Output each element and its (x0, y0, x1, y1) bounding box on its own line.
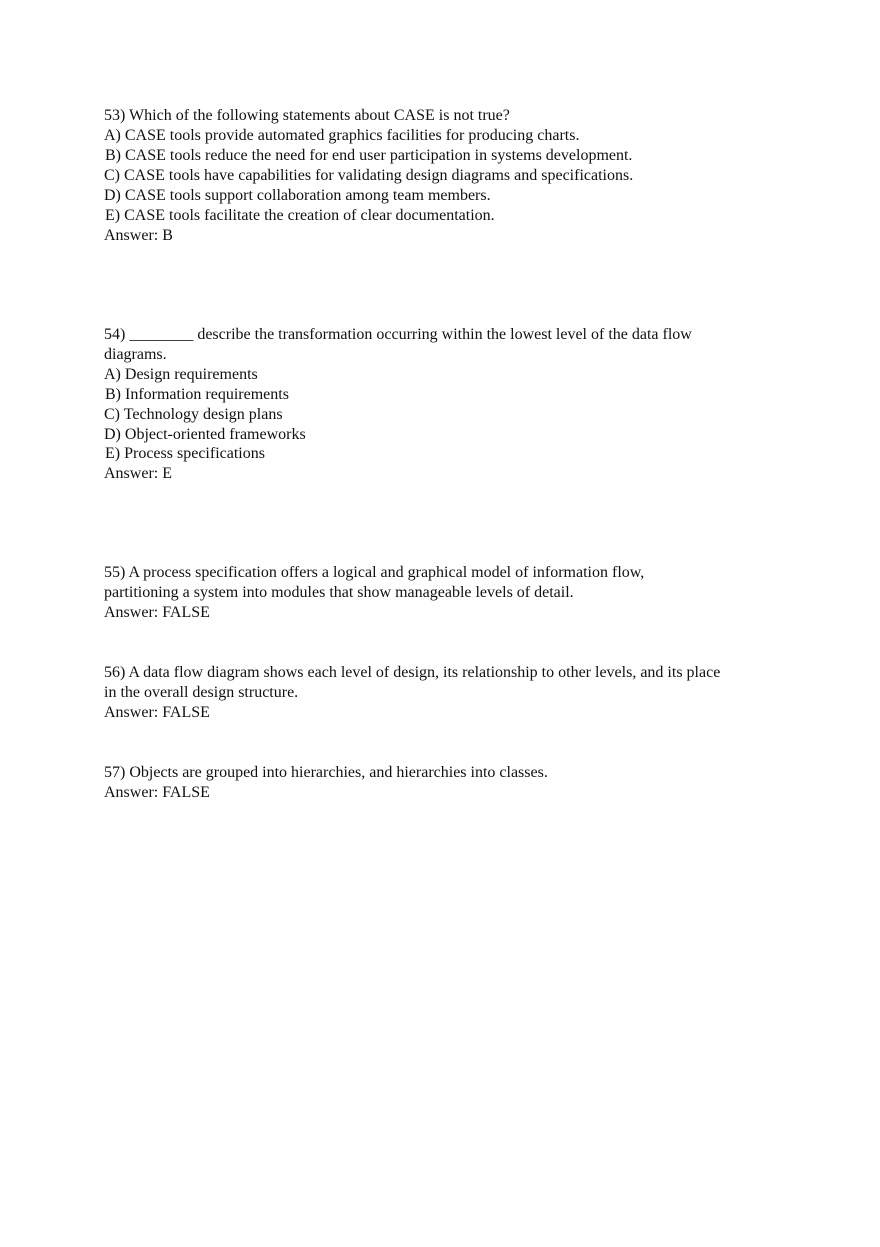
question-54-stem-continued: diagrams. (104, 346, 167, 363)
question-55-statement: 55) A process specification offers a logical and graphical model of information flow, (104, 564, 645, 581)
question-54-stem: 54) ________ describe the transformation occurring within the lowest level of the data flow (104, 326, 692, 343)
question-54-option-a: A) Design requirements (104, 366, 258, 383)
question-54-answer: Answer: E (104, 465, 172, 482)
question-53-stem: 53) Which of the following statements about CASE is not true? (104, 107, 510, 124)
question-55-answer: Answer: FALSE (104, 604, 210, 621)
question-57-answer: Answer: FALSE (104, 784, 210, 801)
question-54-option-d: D) Object-oriented frameworks (104, 426, 306, 443)
question-54-option-e: E) Process specifications (105, 445, 265, 462)
question-53-option-b: B) CASE tools reduce the need for end user participation in systems development. (105, 147, 633, 164)
question-56-statement-continued: in the overall design structure. (104, 684, 299, 701)
question-53-answer: Answer: B (104, 227, 173, 244)
question-53-option-a: A) CASE tools provide automated graphics facilities for producing charts. (104, 127, 580, 144)
question-53-option-d: D) CASE tools support collaboration among team members. (104, 187, 491, 204)
question-56-answer: Answer: FALSE (104, 704, 210, 721)
question-56-statement: 56) A data flow diagram shows each level of design, its relationship to other levels, and its place (104, 664, 721, 681)
question-53-option-c: C) CASE tools have capabilities for validating design diagrams and specifications. (104, 167, 634, 184)
question-53-option-e: E) CASE tools facilitate the creation of clear documentation. (105, 207, 495, 224)
question-57-statement: 57) Objects are grouped into hierarchies, and hierarchies into classes. (104, 764, 548, 781)
question-55-statement-continued: partitioning a system into modules that show manageable levels of detail. (104, 584, 574, 601)
question-54-option-c: C) Technology design plans (104, 406, 283, 423)
question-54-option-b: B) Information requirements (105, 386, 289, 403)
